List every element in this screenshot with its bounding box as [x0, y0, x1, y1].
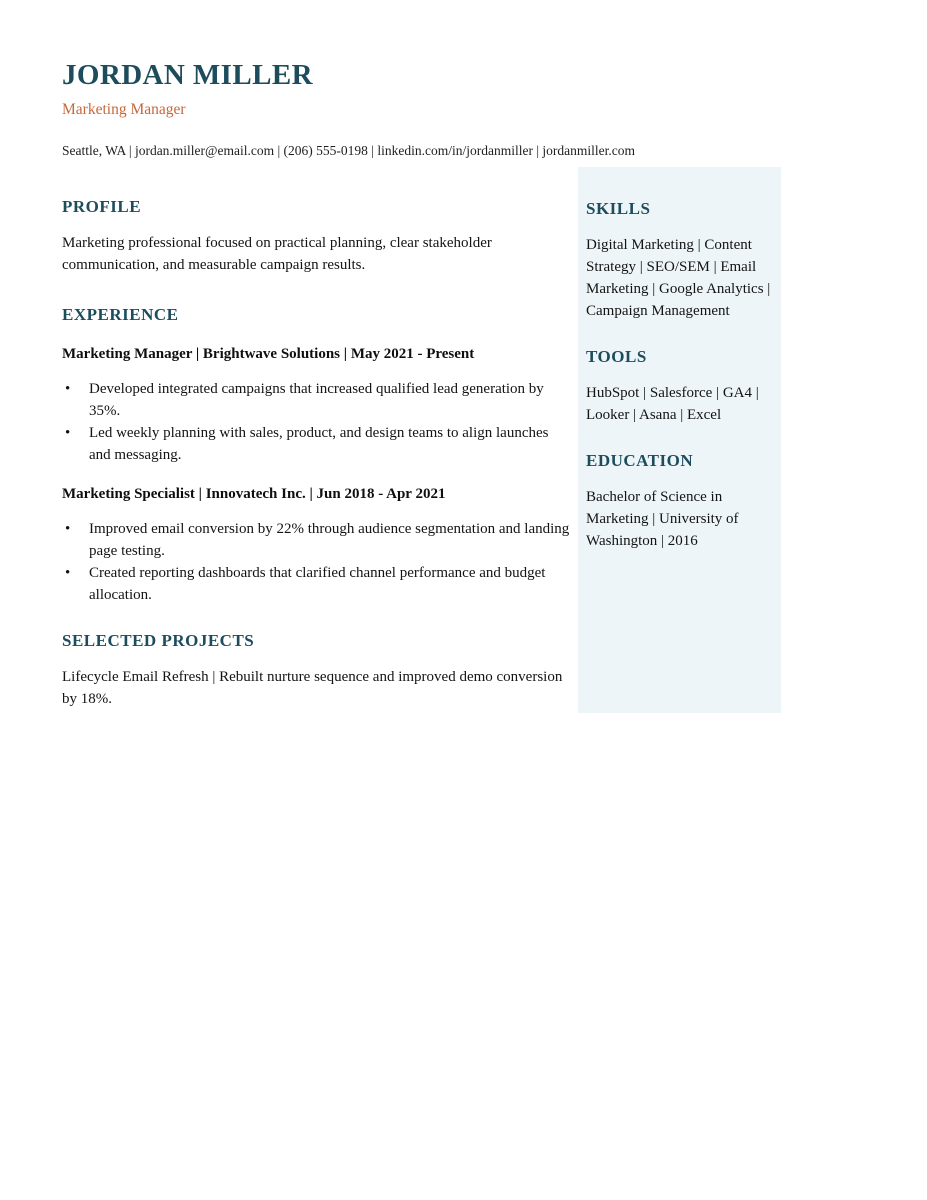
skills-text: Digital Marketing | Content Strategy | SEO/SEM | Email Marketing | Google Analytics | Campaign Management	[586, 237, 771, 319]
selected-projects-text: Lifecycle Email Refresh | Rebuilt nurture sequence and improved demo conversion by 18%.	[62, 669, 563, 707]
main-column	[62, 196, 572, 710]
experience-heading: EXPERIENCE	[62, 305, 179, 324]
bullet-item	[62, 518, 597, 562]
bullet-text: Improved email conversion by 22% through audience segmentation and landing page testing.	[89, 521, 570, 559]
resume-header	[62, 58, 782, 160]
experience-entry	[62, 343, 572, 466]
sidebar-section-skills	[586, 198, 771, 322]
candidate-name: JORDAN MILLER	[62, 59, 313, 91]
section-profile	[62, 196, 572, 276]
candidate-job-title: Marketing Manager	[62, 101, 186, 118]
job-bullet-list	[62, 378, 572, 466]
tools-text: HubSpot | Salesforce | GA4 | Looker | Asana | Excel	[586, 385, 759, 423]
education-text: Bachelor of Science in Marketing | University of Washington | 2016	[586, 489, 739, 549]
bullet-item	[62, 378, 572, 422]
contact-line: Seattle, WA | jordan.miller@email.com | (206) 555-0198 | linkedin.com/in/jordanmiller | jordanmiller.com	[62, 143, 635, 158]
experience-entry	[62, 483, 572, 606]
profile-text: Marketing professional focused on practical planning, clear stakeholder communication, and measurable campaign results.	[62, 235, 492, 273]
job-bullet-list	[62, 518, 572, 606]
tools-heading: TOOLS	[586, 347, 647, 366]
bullet-dot-icon: •	[65, 521, 71, 537]
bullet-text: Led weekly planning with sales, product, and design teams to align launches and messaging.	[89, 425, 549, 463]
bullet-text: Created reporting dashboards that clarified channel performance and budget allocation.	[89, 565, 546, 603]
profile-heading: PROFILE	[62, 197, 142, 216]
job-title: Marketing Specialist | Innovatech Inc. | Jun 2018 - Apr 2021	[62, 486, 446, 502]
bullet-dot-icon: •	[65, 425, 71, 441]
section-selected-projects	[62, 630, 572, 710]
bullet-item	[62, 562, 597, 606]
sidebar-panel	[578, 167, 781, 713]
selected-projects-heading: SELECTED PROJECTS	[62, 631, 255, 650]
education-heading: EDUCATION	[586, 451, 694, 470]
bullet-dot-icon: •	[65, 381, 71, 397]
bullet-item	[62, 422, 572, 466]
sidebar-section-education	[586, 450, 771, 552]
sidebar-section-tools	[586, 346, 771, 426]
skills-heading: SKILLS	[586, 199, 651, 218]
job-title: Marketing Manager | Brightwave Solutions | May 2021 - Present	[62, 346, 475, 362]
section-experience	[62, 304, 572, 606]
bullet-text: Developed integrated campaigns that increased qualified lead generation by 35%.	[89, 381, 544, 419]
bullet-dot-icon: •	[65, 565, 71, 581]
